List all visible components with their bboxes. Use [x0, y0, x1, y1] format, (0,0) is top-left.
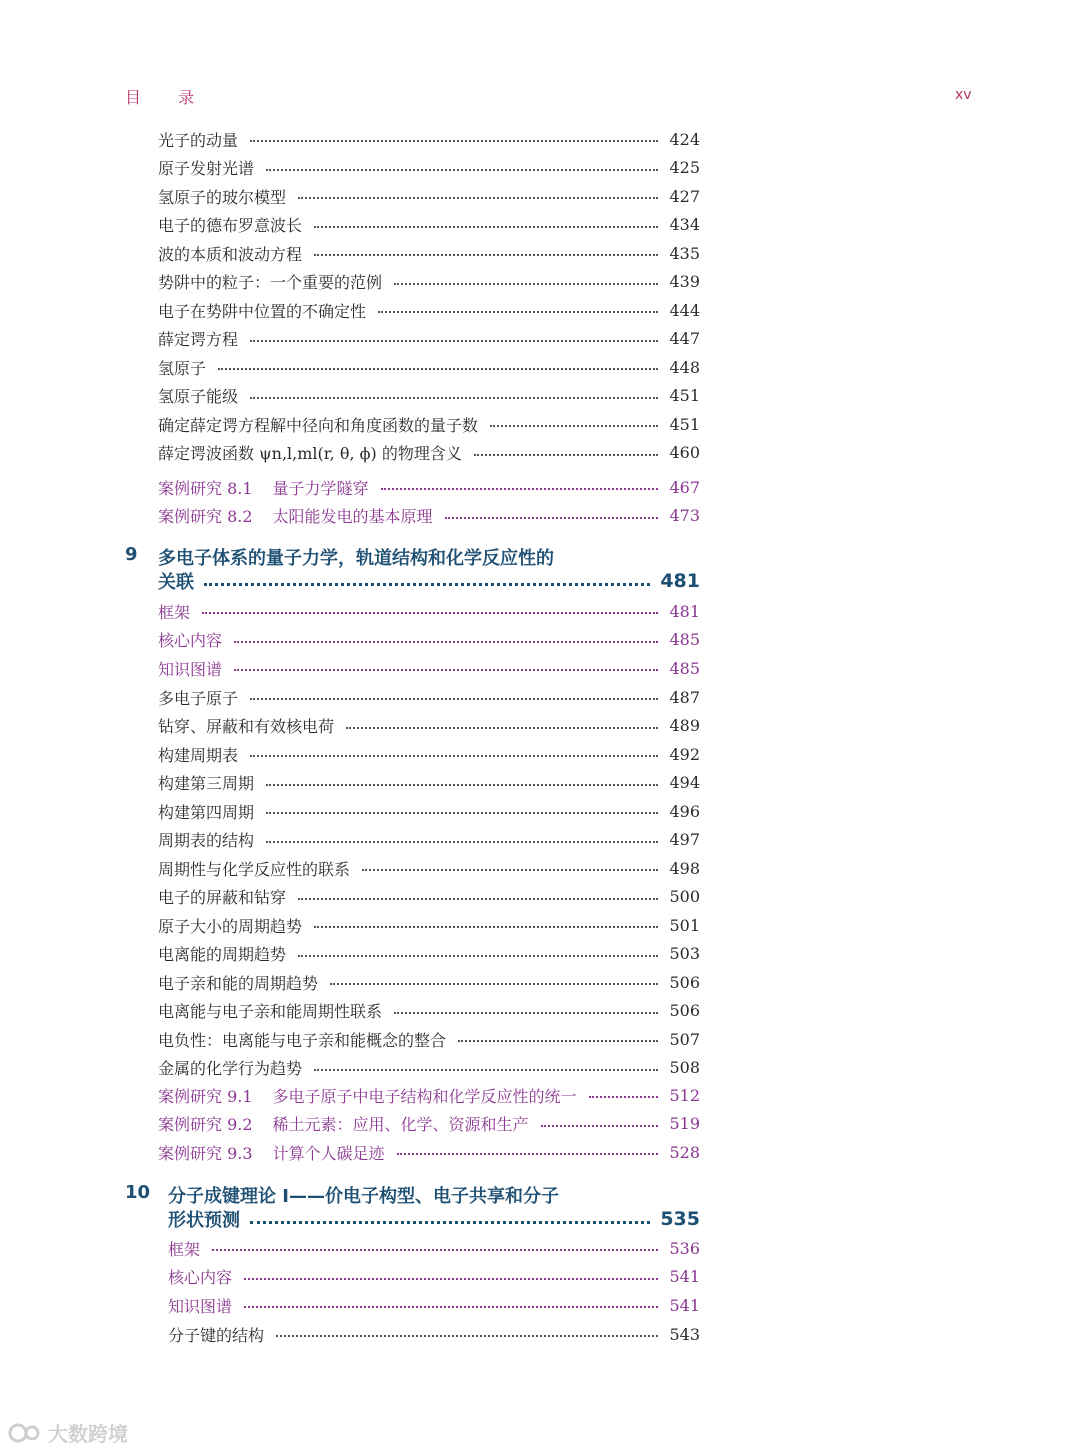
toc-entry[interactable]	[158, 353, 700, 382]
toc-entry-label: 周期性与化学反应性的联系	[158, 859, 351, 879]
case-study-number: 案例研究 9.1	[158, 1086, 253, 1106]
toc-entry-label: 氢原子	[158, 358, 207, 378]
dot-leader	[362, 869, 658, 871]
case-study-number: 案例研究 8.1	[158, 478, 253, 498]
toc-entry[interactable]	[158, 654, 700, 683]
dot-leader	[314, 254, 658, 256]
toc-entry-label: 电子的德布罗意波长	[158, 216, 303, 236]
dot-leader	[541, 1125, 658, 1127]
watermark-text: 大数跨境	[48, 1422, 128, 1446]
chapter-9-entries	[0, 683, 1080, 1082]
toc-entry-label: 分子键的结构	[168, 1325, 265, 1345]
chapter-title-line2	[158, 568, 700, 594]
toc-entry-label: 知识图谱	[168, 1296, 233, 1316]
toc-entry[interactable]	[158, 125, 700, 154]
dot-leader	[381, 488, 658, 490]
case-study-label	[158, 476, 373, 499]
chapter-title-line1: 多电子体系的量子力学，轨道结构和化学反应性的	[158, 548, 554, 569]
toc-entry-page: 427	[669, 186, 700, 206]
toc-entry-page: 543	[669, 1324, 700, 1344]
dot-leader	[394, 283, 658, 285]
toc-entry-label: 原子大小的周期趋势	[158, 916, 303, 936]
toc-entry-label: 光子的动量	[158, 130, 239, 150]
toc-entry-page: 460	[669, 443, 700, 463]
toc-entry[interactable]	[158, 296, 700, 325]
dot-leader	[589, 1096, 658, 1098]
toc-entry[interactable]	[158, 911, 700, 940]
dot-leader	[298, 955, 658, 957]
toc-entry-label: 电子的屏蔽和钻穿	[158, 888, 287, 908]
dot-leader	[298, 197, 658, 199]
dot-leader	[250, 698, 658, 700]
dot-leader	[474, 454, 658, 456]
watermark	[8, 1418, 128, 1447]
chapter-title-end: 关联	[158, 572, 194, 593]
case-study-page: 528	[669, 1142, 700, 1162]
dot-leader	[314, 1069, 658, 1071]
toc-entry[interactable]	[158, 968, 700, 997]
case-study-page: 473	[669, 506, 700, 526]
toc-entry-page: 489	[669, 716, 700, 736]
toc-entry-label: 原子发射光谱	[158, 159, 255, 179]
toc-entry-label: 框架	[168, 1239, 201, 1259]
toc-entry-label: 构建第三周期	[158, 774, 255, 794]
toc-entry[interactable]	[158, 382, 700, 411]
toc-entry[interactable]	[158, 626, 700, 655]
toc-entry-page: 447	[669, 329, 700, 349]
case-study-label	[158, 504, 437, 527]
dot-leader	[378, 311, 658, 313]
toc-entry-page: 506	[669, 1001, 700, 1021]
toc-entry-page: 487	[669, 687, 700, 707]
case-study-label	[158, 1112, 533, 1135]
dot-leader	[244, 1278, 658, 1280]
dot-leader	[266, 169, 658, 171]
dot-leader	[346, 727, 658, 729]
toc-entry[interactable]	[158, 683, 700, 712]
dot-leader	[445, 517, 658, 519]
toc-entry-label: 电离能的周期趋势	[158, 945, 287, 965]
toc-entry-label: 核心内容	[168, 1268, 233, 1288]
toc-entry[interactable]	[168, 1320, 700, 1349]
toc-entry-page: 498	[669, 858, 700, 878]
dot-leader	[266, 784, 658, 786]
toc-entry-page: 497	[669, 830, 700, 850]
dot-leader	[250, 755, 658, 757]
dot-leader	[397, 1153, 658, 1155]
toc-entry-page: 506	[669, 972, 700, 992]
toc-entry-page: 541	[669, 1295, 700, 1315]
chapter-8-case-studies	[0, 473, 1080, 530]
toc-entry-page: 439	[669, 272, 700, 292]
toc-entry[interactable]	[168, 1291, 700, 1320]
dot-leader	[234, 641, 658, 643]
toc-entry-label: 电子在势阱中位置的不确定性	[158, 301, 367, 321]
dot-leader	[244, 1306, 658, 1308]
toc-entry-page: 503	[669, 944, 700, 964]
dot-leader	[250, 140, 658, 142]
toc-entry-page: 434	[669, 215, 700, 235]
case-study-page: 467	[669, 477, 700, 497]
toc-entry-page: 425	[669, 158, 700, 178]
dot-leader	[266, 812, 658, 814]
toc-entry[interactable]	[158, 826, 700, 855]
chapter-number: 9	[125, 544, 138, 565]
toc-entry-page: 501	[669, 915, 700, 935]
toc-entry[interactable]	[158, 325, 700, 354]
toc-entry-label: 波的本质和波动方程	[158, 244, 303, 264]
toc-entry[interactable]	[168, 1234, 700, 1263]
case-study-page: 519	[669, 1114, 700, 1134]
toc-entry-page: 492	[669, 744, 700, 764]
toc-entry[interactable]	[158, 740, 700, 769]
chapter-9-heading[interactable]	[0, 542, 1080, 602]
toc-entry-page: 541	[669, 1267, 700, 1287]
toc-entry[interactable]	[158, 769, 700, 798]
chapter-number: 10	[125, 1182, 151, 1203]
dot-leader	[314, 226, 658, 228]
toc-entry-page: 508	[669, 1058, 700, 1078]
toc-entry-label: 核心内容	[158, 631, 223, 651]
dot-leader	[250, 1221, 650, 1224]
toc-entry[interactable]	[158, 797, 700, 826]
dot-leader	[212, 1249, 658, 1251]
toc-entry-page: 536	[669, 1238, 700, 1258]
dot-leader	[330, 983, 658, 985]
toc-entry-label: 确定薛定谔方程解中径向和角度函数的量子数	[158, 415, 479, 435]
toc-entry-label: 氢原子能级	[158, 387, 239, 407]
page-number-roman: xv	[955, 87, 972, 103]
toc-entry[interactable]	[158, 211, 700, 240]
toc-entry-label: 多电子原子	[158, 688, 239, 708]
toc-entry[interactable]	[158, 940, 700, 969]
dot-leader	[314, 926, 658, 928]
toc-entry-page: 485	[669, 658, 700, 678]
toc-entry-page: 444	[669, 300, 700, 320]
toc-entry[interactable]	[158, 1025, 700, 1054]
dot-leader	[266, 841, 658, 843]
toc-entry-label: 金属的化学行为趋势	[158, 1059, 303, 1079]
dot-leader	[394, 1012, 658, 1014]
toc-entry-label: 知识图谱	[158, 659, 223, 679]
dot-leader	[204, 583, 650, 586]
dot-leader	[298, 898, 658, 900]
toc-entry[interactable]	[158, 854, 700, 883]
chapter-10-entries	[0, 1320, 1080, 1349]
toc-entry[interactable]	[158, 883, 700, 912]
dot-leader	[202, 612, 658, 614]
toc-entry-label: 薛定谔方程	[158, 330, 239, 350]
toc-entry[interactable]	[158, 182, 700, 211]
case-study-entry[interactable]	[158, 502, 700, 531]
toc-entry[interactable]	[158, 410, 700, 439]
toc-entry-label: 框架	[158, 602, 191, 622]
toc-entry-page: 496	[669, 801, 700, 821]
dot-leader	[458, 1040, 658, 1042]
case-study-title: 量子力学隧穿	[272, 478, 369, 498]
toc-entry-label: 周期表的结构	[158, 831, 255, 851]
toc-entry-label: 势阱中的粒子：一个重要的范例	[158, 273, 383, 293]
toc-entry-label: 薛定谔波函数 ψn,l,ml(r, θ, ϕ) 的物理含义	[158, 444, 462, 464]
chapter-title-line2	[168, 1206, 700, 1232]
chapter-title-end: 形状预测	[168, 1210, 240, 1231]
chapter-8-entries	[0, 125, 1080, 467]
case-study-number: 案例研究 9.3	[158, 1143, 253, 1163]
case-study-title: 稀土元素：应用、化学、资源和生产	[272, 1115, 529, 1135]
toc-entry-page: 481	[669, 601, 700, 621]
toc-entry[interactable]	[158, 1054, 700, 1083]
running-header-title: 目 录	[125, 88, 211, 107]
toc-entry-page: 494	[669, 773, 700, 793]
chapter-10-front-matter	[0, 1234, 1080, 1320]
toc-entry-label: 电负性：电离能与电子亲和能概念的整合	[158, 1030, 447, 1050]
toc-entry-page: 435	[669, 243, 700, 263]
toc-entry-label: 钻穿、屏蔽和有效核电荷	[158, 717, 335, 737]
case-study-title: 计算个人碳足迹	[272, 1143, 385, 1163]
chapter-9-case-studies	[0, 1081, 1080, 1167]
case-study-entry[interactable]	[158, 1081, 700, 1110]
case-study-page: 512	[669, 1085, 700, 1105]
toc-entry[interactable]	[158, 239, 700, 268]
toc-entry-label: 电离能与电子亲和能周期性联系	[158, 1002, 383, 1022]
case-study-title: 多电子原子中电子结构和化学反应性的统一	[272, 1086, 577, 1106]
toc-entry[interactable]	[158, 712, 700, 741]
chapter-10-heading[interactable]	[0, 1180, 1080, 1240]
case-study-number: 案例研究 8.2	[158, 507, 253, 527]
toc-entry-label: 构建第四周期	[158, 802, 255, 822]
toc-entry[interactable]	[158, 154, 700, 183]
chapter-page: 535	[660, 1208, 700, 1230]
toc-entry-label: 电子亲和能的周期趋势	[158, 973, 319, 993]
toc-entry-page: 451	[669, 386, 700, 406]
chapter-page: 481	[660, 570, 700, 592]
case-study-label	[158, 1141, 389, 1164]
toc-entry-page: 451	[669, 414, 700, 434]
case-study-entry[interactable]	[158, 1138, 700, 1167]
case-study-title: 太阳能发电的基本原理	[272, 507, 433, 527]
toc-entry[interactable]	[158, 268, 700, 297]
toc-entry-label: 构建周期表	[158, 745, 239, 765]
toc-entry[interactable]	[158, 597, 700, 626]
logo-icon	[8, 1421, 44, 1445]
dot-leader	[250, 397, 658, 399]
dot-leader	[490, 425, 658, 427]
dot-leader	[218, 368, 658, 370]
chapter-title-line1: 分子成键理论 I——价电子构型、电子共享和分子	[168, 1186, 559, 1207]
dot-leader	[250, 340, 658, 342]
case-study-entry[interactable]	[158, 473, 700, 502]
case-study-number: 案例研究 9.2	[158, 1115, 253, 1135]
toc-entry-page: 448	[669, 357, 700, 377]
dot-leader	[276, 1335, 658, 1337]
toc-entry-label: 氢原子的玻尔模型	[158, 187, 287, 207]
toc-entry[interactable]	[168, 1263, 700, 1292]
dot-leader	[234, 669, 658, 671]
toc-entry-page: 500	[669, 887, 700, 907]
toc-entry[interactable]	[158, 997, 700, 1026]
toc-entry-page: 424	[669, 129, 700, 149]
chapter-9-front-matter	[0, 597, 1080, 683]
case-study-label	[158, 1084, 581, 1107]
toc-entry-page: 485	[669, 630, 700, 650]
case-study-entry[interactable]	[158, 1110, 700, 1139]
toc-entry-page: 507	[669, 1029, 700, 1049]
toc-entry[interactable]	[158, 439, 700, 468]
